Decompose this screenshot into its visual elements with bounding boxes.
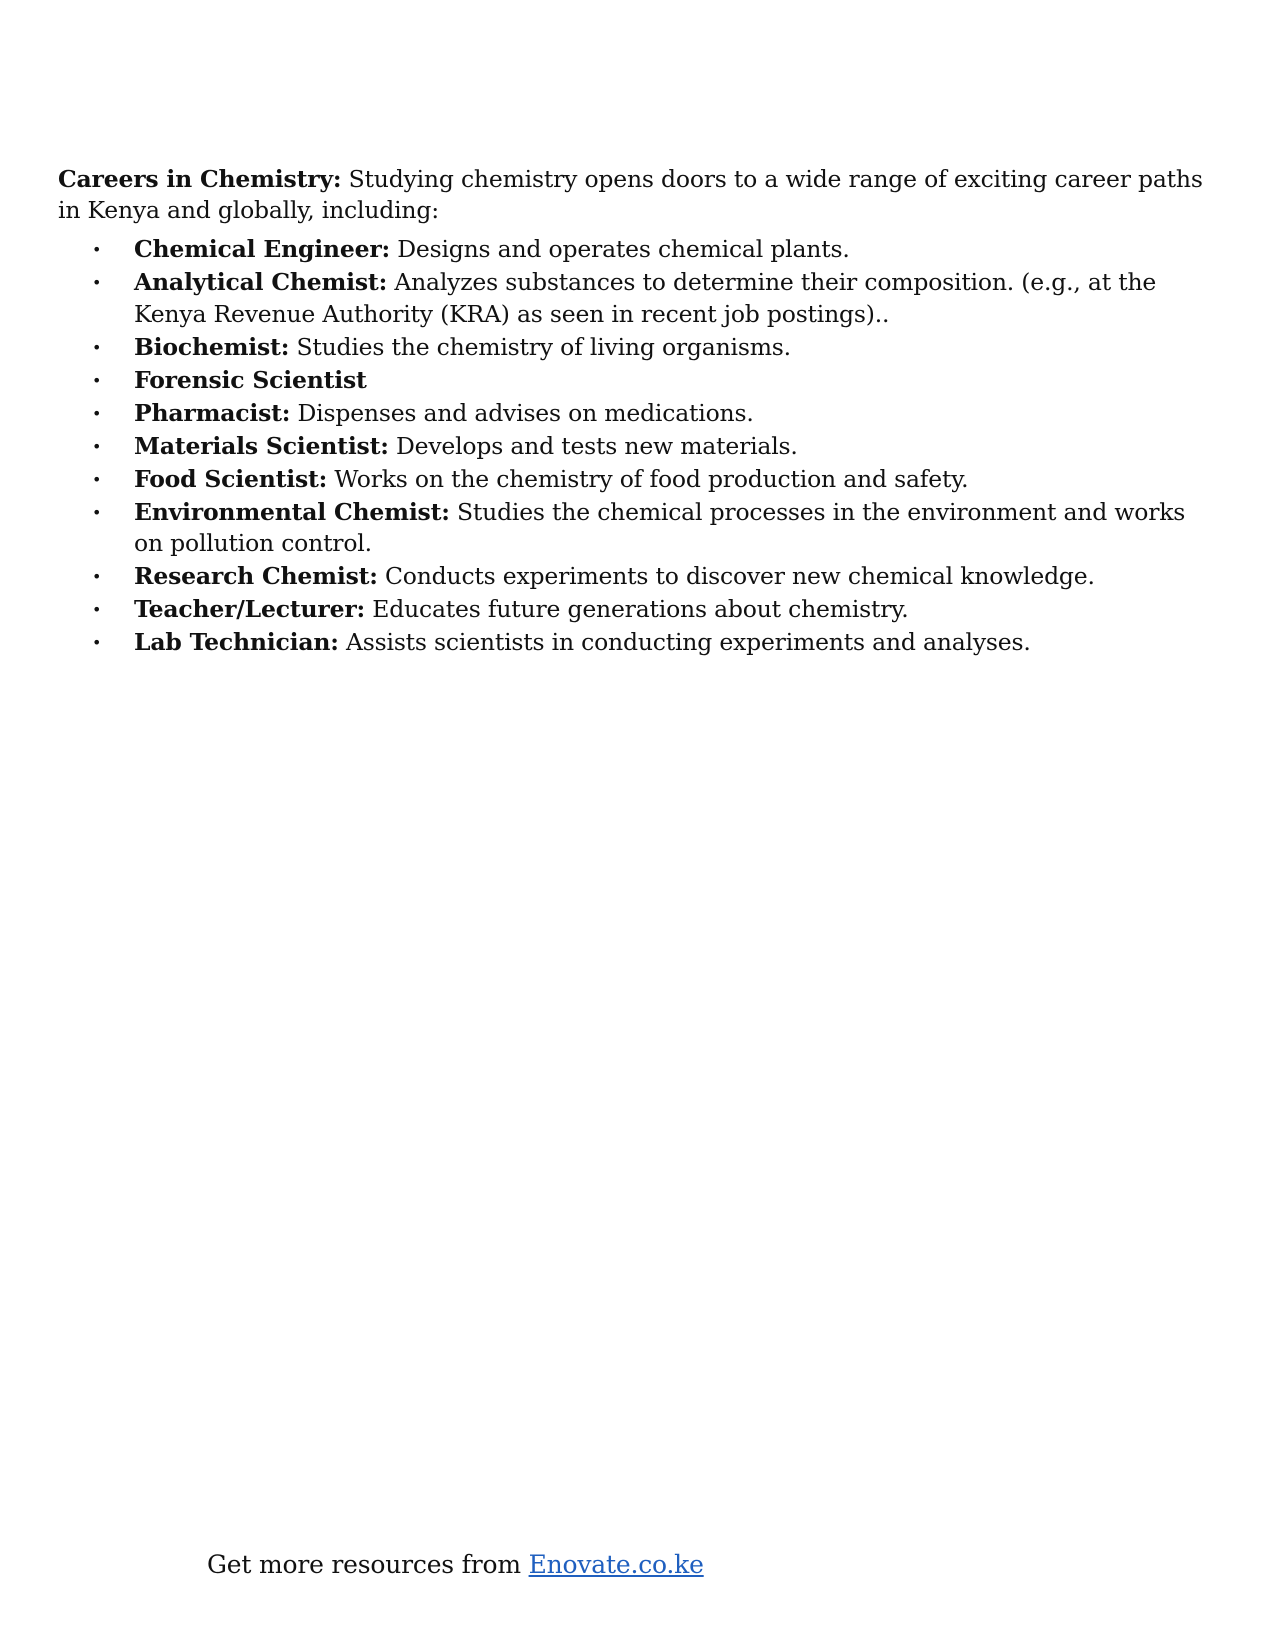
career-description: Educates future generations about chemistry. [365, 595, 909, 623]
career-title: Materials Scientist: [134, 431, 389, 460]
career-list [92, 234, 1212, 660]
career-title: Biochemist: [134, 332, 290, 361]
intro-heading: Careers in Chemistry: [58, 164, 342, 193]
career-item-pharmacist [92, 398, 1212, 430]
enovate-link[interactable]: Enovate.co.ke [528, 1550, 704, 1579]
bullet-icon: • [92, 273, 102, 292]
career-description: Studies the chemistry of living organisms. [289, 332, 791, 361]
career-item-environmental-chemist [92, 497, 1212, 560]
career-title: Forensic Scientist [134, 365, 367, 394]
career-title: Lab Technician: [134, 628, 339, 656]
career-title: Research Chemist: [134, 562, 378, 590]
footer-text: Get more resources from [207, 1550, 529, 1579]
career-description: Conducts experiments to discover new chemical knowledge. [377, 562, 1095, 590]
career-title: Food Scientist: [134, 464, 328, 493]
intro-paragraph [58, 164, 1208, 226]
bullet-icon: • [92, 403, 102, 423]
career-item-forensic-scientist [92, 365, 1212, 397]
bullet-icon: • [92, 633, 102, 652]
career-item-biochemist [92, 332, 1212, 364]
footer [207, 1549, 704, 1581]
career-item-research-chemist [92, 561, 1212, 593]
bullet-icon: • [92, 240, 102, 259]
career-title: Analytical Chemist: [134, 268, 388, 296]
career-title: Chemical Engineer: [134, 235, 390, 263]
bullet-icon: • [92, 600, 102, 619]
career-item-teacher-lecturer [92, 594, 1212, 626]
career-title: Pharmacist: [134, 398, 291, 427]
career-description: Analyzes substances to determine their composition. (e.g., at the Kenya Revenue Authority (KRA) as seen in recent job postings).. [134, 268, 1157, 328]
career-item-analytical-chemist [92, 267, 1212, 330]
career-description: Designs and operates chemical plants. [389, 235, 850, 263]
bullet-icon: • [92, 469, 102, 489]
career-item-chemical-engineer [92, 234, 1212, 266]
bullet-icon: • [92, 370, 102, 390]
career-description: Dispenses and advises on medications. [290, 398, 754, 427]
career-description: Studies the chemical processes in the environment and works on pollution control. [134, 497, 1186, 557]
career-title: Teacher/Lecturer: [134, 595, 365, 623]
career-description: Assists scientists in conducting experiments and analyses. [338, 628, 1031, 656]
bullet-icon: • [92, 567, 102, 586]
intro-text: Studying chemistry opens doors to a wide range of exciting career paths in Kenya and globally, including: [58, 164, 1203, 224]
bullet-icon: • [92, 436, 102, 456]
career-description: Develops and tests new materials. [388, 431, 798, 460]
bullet-icon: • [92, 502, 102, 522]
career-item-materials-scientist [92, 431, 1212, 463]
career-item-lab-technician [92, 627, 1212, 659]
career-description: Works on the chemistry of food production and safety. [327, 464, 969, 493]
bullet-icon: • [92, 337, 102, 357]
career-item-food-scientist [92, 464, 1212, 496]
career-title: Environmental Chemist: [134, 497, 450, 526]
